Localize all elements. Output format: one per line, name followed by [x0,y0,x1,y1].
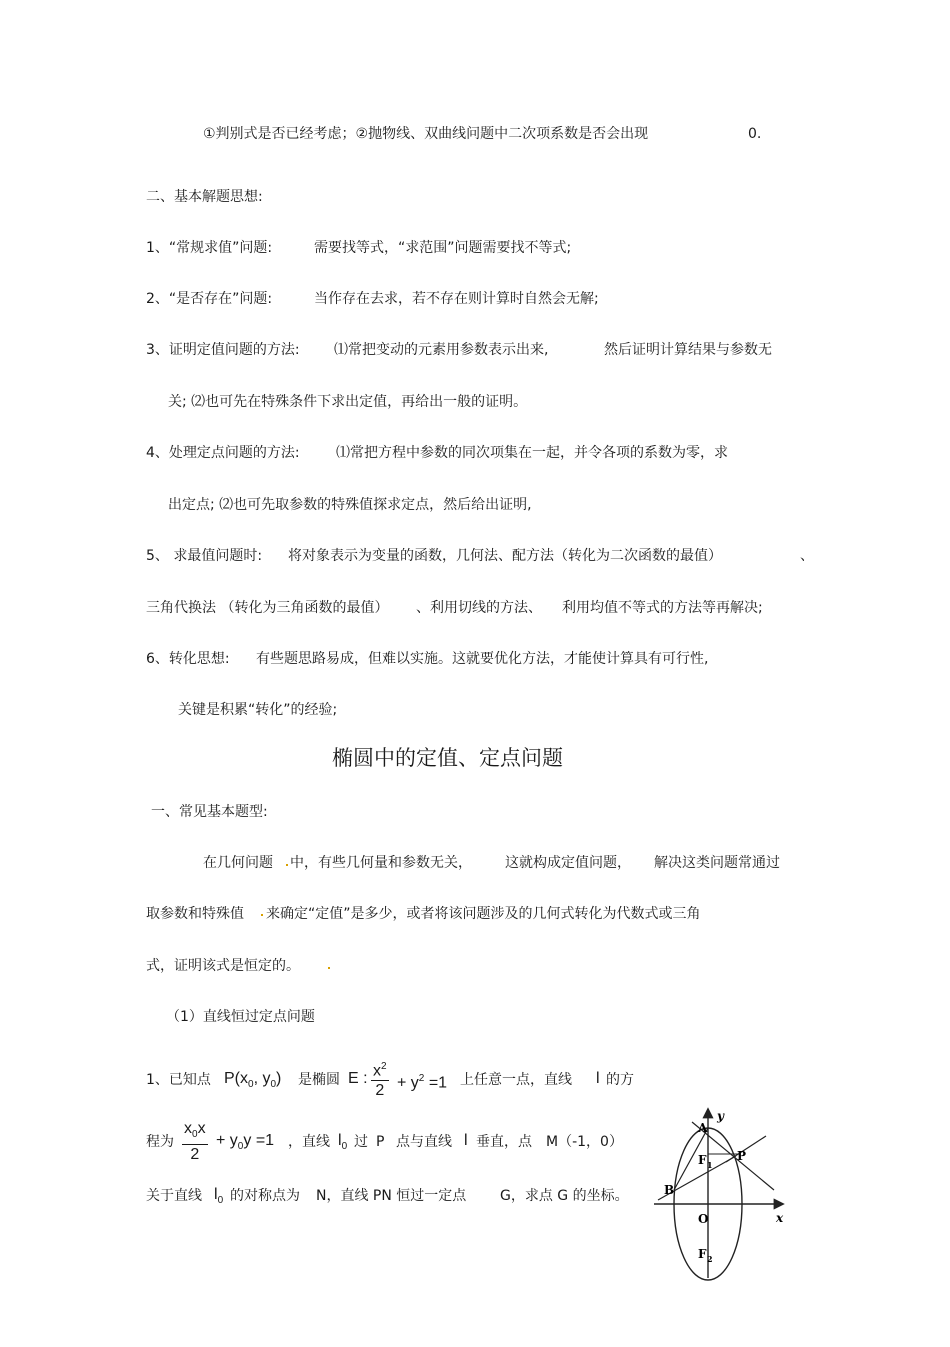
item-3-text-b: 然后证明计算结果与参数无 [604,342,772,358]
item-5-text-d: 、利用切线的方法、 [416,600,542,616]
item-3-text-a: ⑴常把变动的元素用参数表示出来, [334,342,549,358]
label-p: P [737,1149,747,1163]
problem-3-text-c: G，求点 G 的坐标。 [500,1188,629,1204]
item-2-label: 2、“是否存在”问题: [146,291,273,307]
label-o: O [698,1212,709,1226]
item-6-text-a: 有些题思路易成，但难以实施。这就要优化方法，才能使计算具有可行性, [256,651,709,667]
label-y: y [717,1109,724,1123]
line-discriminant-zero: 0. [748,126,762,142]
label-f2-sub: 2 [707,1254,713,1264]
label-f1-sub: 1 [707,1160,713,1170]
stray-mark [328,967,330,969]
item-5-text-a: 将对象表示为变量的函数，几何法、配方法（转化为二次函数的最值） [288,548,722,564]
item-4-label: 4、处理定点问题的方法: [146,445,300,461]
label-f2: F [698,1247,707,1261]
problem-2-intro: 程为 [146,1134,174,1150]
item-5-text-b: 、 [800,548,814,564]
item-2-text: 当作存在去求，若不存在则计算时自然会无解; [314,291,599,307]
line-equation-rest: + $y_0y =1$ [216,1132,275,1153]
line-l-symbol-2: l [464,1132,468,1149]
line-l-symbol: l [596,1070,600,1087]
item-4-text-a: ⑴常把方程中参数的同次项集在一起，并令各项的系数为零，求 [336,445,728,461]
item-6-label: 6、转化思想: [146,651,230,667]
line-l0-symbol: $l_0$ [338,1132,348,1153]
item-1-text: 需要找等式，“求范围”问题需要找不等式; [314,240,572,256]
para-1-a: 在几何问题 [203,855,273,871]
problem-1-text-b: 上任意一点，直线 [460,1072,572,1088]
item-5-text-e: 利用均值不等式的方法等再解决; [562,600,763,616]
stray-mark [261,914,263,916]
ellipse-figure [644,1106,794,1281]
problem-2-text-b: 过 [354,1134,368,1150]
para-3: 式，证明该式是恒定的。 [146,958,300,974]
label-x: x [776,1211,784,1225]
ellipse-fraction: $\frac{x^2}{2}$ [371,1058,389,1101]
problem-2-text-a: ，直线 [288,1134,330,1150]
line-equation-fraction: $\frac{x_0x}{2}$ [184,1120,206,1164]
line-discriminant: ①判别式是否已经考虑；②抛物线、双曲线问题中二次项系数是否会出现 [203,126,649,142]
para-1-d: 解决这类问题常通过 [654,855,780,871]
item-5-label: 5、 求最值问题时: [146,548,263,564]
item-3-text-c: 关; ⑵也可先在特殊条件下求出定值，再给出一般的证明。 [168,394,528,410]
label-a: A [698,1121,708,1135]
para-1-b: 中，有些几何量和参数无关， [290,855,472,871]
stray-mark [286,864,288,866]
item-3-label: 3、证明定值问题的方法: [146,342,300,358]
para-2-a: 取参数和特殊值 [146,906,244,922]
problem-2-point-m: M（-1，0） [546,1134,623,1150]
problem-2-text-d: 垂直，点 [476,1134,532,1150]
problem-1-intro: 1、已知点 [146,1072,211,1088]
section-heading-basic-types: 一、常见基本题型: [151,804,268,820]
problem-1-text-c: 的方 [606,1072,634,1088]
para-2-b: 来确定“定值”是多少，或者将该问题涉及的几何式转化为代数式或三角 [266,906,701,922]
problem-3-text-a: 的对称点为 [230,1188,300,1204]
item-6-text-b: 关键是积累“转化”的经验; [178,702,338,718]
ellipse-equation-rest: + $y^2 =1$ [397,1073,448,1092]
problem-1-ellipse-word: 是椭圆 [298,1072,340,1088]
point-p-expression: $P(x_0$, $y_0$) [224,1070,282,1091]
page-title: 椭圆中的定值、定点问题 [332,746,563,770]
item-4-text-b: 出定点; ⑵也可先取参数的特殊值探求定点，然后给出证明, [168,497,532,513]
label-b: B [664,1183,675,1197]
line-l0-symbol-2: $l_0$ [214,1186,224,1207]
item-5-text-c: 三角代换法 （转化为三角函数的最值） [146,600,389,616]
item-1-label: 1、“常规求值”问题: [146,240,273,256]
section-heading-basic-ideas: 二、基本解题思想: [146,189,263,205]
para-1-c: 这就构成定值问题， [505,855,631,871]
problem-2-text-c: 点与直线 [396,1134,452,1150]
ellipse-name: E : [348,1070,368,1087]
label-f1: F [698,1153,707,1167]
problem-2-point-p: P [376,1134,385,1150]
problem-3-text-b: N，直线 PN 恒过一定点 [316,1188,467,1204]
subsection-heading: （1）直线恒过定点问题 [166,1009,315,1025]
problem-3-intro: 关于直线 [146,1188,202,1204]
